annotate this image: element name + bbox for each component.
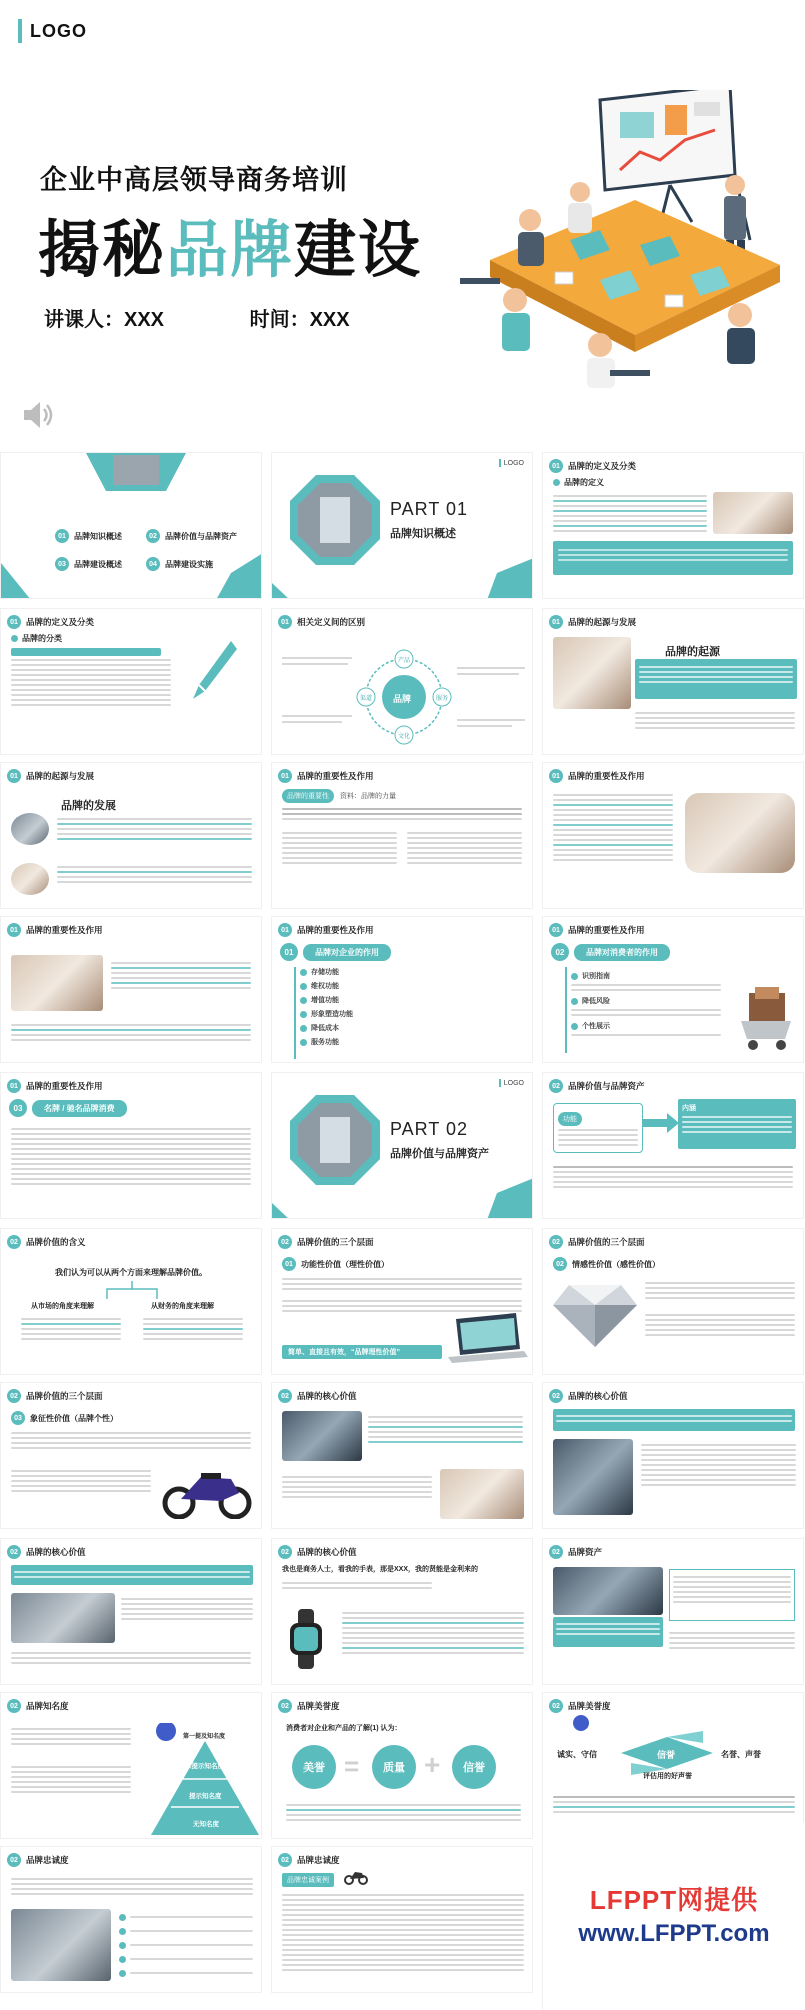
slide-classification	[0, 608, 262, 755]
pyramid-level: 第一提及知名度	[183, 1734, 226, 1740]
logo-text: LOGO	[30, 20, 87, 41]
slide-header	[549, 459, 636, 473]
slide-title: 品牌资产	[568, 1547, 603, 1557]
slide-title: 品牌的重要性及作用	[568, 771, 645, 781]
section-num: 02	[278, 1389, 292, 1403]
list-item: 服务功能	[311, 1039, 339, 1046]
slide-title: 品牌的重要性及作用	[297, 771, 374, 781]
group-photo	[11, 955, 103, 1011]
list-item: 存储功能	[311, 969, 339, 976]
section-num: 01	[549, 769, 563, 783]
slide-title: 品牌美誉度	[297, 1701, 340, 1711]
slide-header	[7, 923, 103, 937]
origin-box	[635, 659, 797, 699]
slide-header	[278, 615, 365, 629]
slide-header	[278, 923, 374, 937]
watch-icon	[286, 1609, 326, 1669]
pen-icon	[181, 637, 237, 707]
enterprise-list	[300, 967, 525, 1047]
watermark-line-1: LFPPT网提供	[589, 1885, 759, 1915]
part-decor-icon	[272, 1073, 533, 1219]
slide-header	[278, 1699, 340, 1713]
slide-title: 品牌忠诚度	[26, 1855, 69, 1865]
section-num: 01	[7, 923, 21, 937]
slide-header	[549, 615, 636, 629]
section-num: 01	[7, 1079, 21, 1093]
level-label: 功能性价值（理性价值）	[301, 1259, 389, 1269]
toc-item-num: 03	[55, 557, 69, 571]
core-quote: 我也是商务人士，看我的手表，那是XXX，我的贤能是金利来的	[282, 1566, 479, 1573]
bar-label: 品牌对企业的作用	[303, 944, 391, 961]
reputation-right: 名誉、声誉	[721, 1750, 761, 1759]
slide-header	[7, 615, 94, 629]
slide-core-value-3	[0, 1538, 262, 1685]
part-decor-icon	[272, 453, 533, 599]
slide-title: 品牌的重要性及作用	[568, 925, 645, 935]
slide-title: 品牌的起源与发展	[568, 617, 637, 627]
diagram-node-label: 文化	[398, 734, 411, 740]
slide-header	[549, 1389, 628, 1403]
cover-title-b: 品牌	[166, 216, 295, 285]
bullet-dot	[11, 635, 18, 642]
slide-title: 品牌的核心价值	[568, 1391, 628, 1401]
typing-photo	[553, 1439, 633, 1515]
office-photo	[11, 1909, 111, 1981]
slide-header	[7, 1853, 69, 1867]
slide-header	[549, 1079, 645, 1093]
pyramid-level: 未提示知名度	[185, 1763, 224, 1770]
section-num: 02	[7, 1545, 21, 1559]
watermark	[542, 1822, 805, 2010]
slide-header	[7, 1389, 103, 1403]
part-subtitle: 品牌价值与品牌资产	[390, 1148, 489, 1160]
typewriter-photo	[553, 1567, 663, 1615]
reputation-mid: 信誉	[657, 1750, 676, 1760]
list-item: 个性展示	[582, 1023, 610, 1030]
slide-header	[278, 769, 374, 783]
toc-item-3[interactable]	[55, 557, 122, 571]
slide-header	[7, 769, 94, 783]
bar-num: 03	[9, 1099, 27, 1117]
bar-num: 01	[280, 943, 298, 961]
pyramid-level: 无知名度	[193, 1821, 219, 1828]
diagram-node-label: 产品	[398, 658, 411, 664]
section-num: 01	[549, 923, 563, 937]
slide-reputation-2	[542, 1692, 804, 1839]
desk-photo	[713, 492, 793, 534]
slide-header	[549, 769, 645, 783]
reputation-headline: 消费者对企业和产品的了解(1) 认为：	[286, 1725, 402, 1732]
section-num: 02	[549, 1389, 563, 1403]
slide-core-value-4	[271, 1538, 533, 1685]
toc-item-label: 品牌建设概述	[74, 559, 122, 569]
slide-title: 品牌的起源与发展	[26, 771, 95, 781]
enterprise-bar	[280, 943, 391, 961]
speaker-text: 讲课人：XXX	[44, 309, 165, 331]
slide-header	[278, 1389, 357, 1403]
section-num: 01	[549, 615, 563, 629]
origin-heading: 品牌的起源	[665, 646, 720, 658]
slide-brand-assets	[542, 1538, 804, 1685]
slide-title: 品牌价值与品牌资产	[568, 1081, 645, 1091]
hands-photo	[11, 1593, 115, 1643]
cls-label: 品牌的分类	[22, 634, 62, 643]
toc-item-label: 品牌建设实施	[165, 559, 213, 569]
cover-subtitle: 企业中高层领导商务培训	[40, 165, 348, 195]
part-subtitle: 品牌知识概述	[390, 528, 456, 540]
slide-importance-1	[271, 762, 533, 909]
slide-header	[549, 1545, 602, 1559]
section-num: 01	[7, 615, 21, 629]
slide-value-assets	[542, 1072, 804, 1219]
slide-importance-consumer	[542, 916, 804, 1063]
market-view-label: 从市场的角度来理解	[31, 1303, 94, 1310]
slide-header	[7, 1545, 86, 1559]
slide-title: 品牌的重要性及作用	[26, 925, 103, 935]
reputation-bottom: 评估用的好声誉	[643, 1773, 692, 1780]
toc-item-4[interactable]	[146, 557, 213, 571]
slide-related-defs	[271, 608, 533, 755]
bar-label: 品牌对消费者的作用	[574, 944, 670, 961]
core-banner	[11, 1565, 253, 1585]
brand-consumption-bar	[9, 1099, 127, 1117]
importance-chip: 品牌的重要性	[282, 789, 334, 803]
slide-loyalty-1	[0, 1846, 262, 1993]
slide-header	[549, 1235, 645, 1249]
dev-photo-2	[11, 863, 49, 895]
cover-title-c: 建设	[294, 216, 423, 285]
list-item: 降低风险	[582, 998, 610, 1005]
slide-title: 品牌价值的三个层面	[26, 1391, 103, 1401]
slide-title: 品牌的核心价值	[297, 1547, 357, 1557]
assets-box	[553, 1617, 663, 1647]
slide-importance-4	[0, 1072, 262, 1219]
credit-circle: 信誉	[452, 1745, 496, 1789]
toc-item-num: 01	[55, 529, 69, 543]
slide-header	[278, 1853, 340, 1867]
toc-decor-icon	[1, 453, 262, 599]
finance-view-label: 从财务的角度来理解	[151, 1303, 214, 1310]
plus-icon: +	[424, 1749, 441, 1780]
value-left-label: 功能	[558, 1112, 582, 1126]
level-tag: 简单、直接且有效，“品牌理性价值”	[282, 1345, 442, 1359]
watermark-line-2[interactable]: www.LFPPT.com	[578, 1920, 770, 1947]
slide-body	[553, 477, 793, 592]
section-num: 02	[549, 1545, 563, 1559]
slide-importance-3	[0, 916, 262, 1063]
section-num: 02	[549, 1079, 563, 1093]
slide-header	[7, 1699, 69, 1713]
slide-development	[0, 762, 262, 909]
section-num: 01	[549, 459, 563, 473]
bar-num: 02	[551, 943, 569, 961]
value-left-box	[553, 1103, 643, 1153]
laptop-icon	[444, 1313, 528, 1363]
timeline-line	[294, 967, 296, 1059]
section-num: 02	[278, 1235, 292, 1249]
level-label: 象征性价值（品牌个性）	[30, 1413, 118, 1423]
bullet-dot	[553, 479, 560, 486]
section-num: 01	[278, 923, 292, 937]
importance-chip-row	[282, 789, 396, 803]
toc-item-2[interactable]	[146, 529, 237, 543]
dev-photo-1	[11, 813, 49, 845]
section-num: 02	[278, 1853, 292, 1867]
part-title: PART 02	[390, 1119, 469, 1139]
motorcycle-icon	[344, 1869, 368, 1885]
level-chip-row	[11, 1411, 118, 1425]
slide-value-levels-2	[542, 1228, 804, 1375]
cover-slide	[0, 0, 805, 450]
section-num: 02	[7, 1699, 21, 1713]
toc-item-num: 04	[146, 557, 160, 571]
level-num: 01	[282, 1257, 296, 1271]
list-item: 增值功能	[311, 997, 339, 1004]
bar-label: 名牌 / 驰名品牌消费	[32, 1100, 127, 1117]
level-num: 02	[553, 1257, 567, 1271]
meeting-illustration-icon	[460, 90, 795, 390]
logo	[18, 18, 87, 44]
logo-bar	[18, 19, 22, 43]
quality-circle: 质量	[372, 1745, 416, 1789]
level-chip-row	[553, 1257, 660, 1271]
slide-header	[278, 1235, 374, 1249]
diagram-node-label: 服务	[436, 696, 449, 702]
list-item: 维权功能	[311, 983, 339, 990]
slide-title: 品牌知名度	[26, 1701, 69, 1711]
slide-part-02	[271, 1072, 533, 1219]
list-item: 识别指南	[582, 973, 610, 980]
slide-reputation-1	[271, 1692, 533, 1839]
section-num: 01	[7, 769, 21, 783]
loyalty-chip-row	[282, 1873, 334, 1887]
motorcycle-icon	[161, 1463, 253, 1519]
slide-value-levels-3	[0, 1382, 262, 1529]
slide-header	[278, 1545, 357, 1559]
slide-loyalty-2	[271, 1846, 533, 1993]
time-text: 时间：XXX	[249, 309, 350, 331]
def-label: 品牌的定义	[564, 478, 604, 487]
section-num: 02	[278, 1545, 292, 1559]
slide-title: 品牌价值的三个层面	[568, 1237, 645, 1247]
slide-title: 品牌价值的含义	[26, 1237, 86, 1247]
loyalty-chip: 品牌忠诚案例	[282, 1873, 334, 1887]
slide-awareness	[0, 1692, 262, 1839]
slide-title: 品牌的重要性及作用	[26, 1081, 103, 1091]
value-right-box	[678, 1099, 796, 1149]
arrow-icon	[643, 1113, 679, 1133]
section-num: 02	[278, 1699, 292, 1713]
slide-title: 品牌的核心价值	[26, 1547, 86, 1557]
laptop-photo	[282, 1411, 362, 1461]
part-title: PART 01	[390, 499, 469, 519]
slide-value-meaning	[0, 1228, 262, 1375]
slide-title: 品牌忠诚度	[297, 1855, 340, 1865]
slide-title: 品牌的重要性及作用	[297, 925, 374, 935]
meeting-photo	[685, 793, 795, 873]
section-num: 02	[7, 1389, 21, 1403]
value-right-label: 内涵	[682, 1105, 696, 1112]
slide-importance-2	[542, 762, 804, 909]
reputation-left: 诚实、守信	[557, 1750, 597, 1759]
assets-note	[669, 1569, 795, 1621]
diagram-center-label: 品牌	[393, 694, 412, 704]
slide-header	[7, 1079, 103, 1093]
slide-header	[549, 1699, 611, 1713]
toc-item-num: 02	[146, 529, 160, 543]
cls-bar	[11, 648, 161, 656]
slide-title: 品牌美誉度	[568, 1701, 611, 1711]
slide-title: 品牌的核心价值	[297, 1391, 357, 1401]
development-heading: 品牌的发展	[61, 800, 116, 812]
def-highlight-box	[553, 541, 793, 575]
section-num: 01	[278, 615, 292, 629]
list-item: 降低成本	[311, 1025, 339, 1032]
slide-title: 品牌的定义及分类	[568, 461, 637, 471]
speaker-icon[interactable]	[18, 395, 58, 435]
handshake-photo	[440, 1469, 524, 1519]
diamond-icon	[553, 1277, 637, 1347]
consumer-bar	[551, 943, 670, 961]
slide-title: 相关定义间的区别	[297, 617, 366, 627]
slide-logo-text: LOGO	[503, 1079, 524, 1087]
section-num: 02	[549, 1235, 563, 1249]
slide-definition	[542, 452, 804, 599]
timeline-line	[565, 967, 567, 1053]
slide-part-01	[271, 452, 533, 599]
list-item: 形象塑造功能	[311, 1011, 353, 1018]
pyramid-level: 提示知名度	[189, 1793, 222, 1800]
def-label-row	[553, 477, 793, 488]
slide-title: 品牌价值的三个层面	[297, 1237, 374, 1247]
cover-title-a: 揭秘	[38, 216, 167, 285]
level-chip-row	[282, 1257, 389, 1271]
slide-core-value-2	[542, 1382, 804, 1529]
split-arrows-icon	[95, 1281, 169, 1299]
equals-icon: =	[344, 1751, 360, 1781]
importance-tag: 资料：品牌的力量	[340, 793, 396, 800]
cover-title	[38, 200, 422, 289]
slide-header	[549, 923, 645, 937]
toc-item-1[interactable]	[55, 529, 122, 543]
value-headline: 我们认为可以从两个方面来理解品牌价值。	[55, 1268, 207, 1277]
cover-meta	[44, 303, 430, 332]
consumer-list	[571, 971, 721, 1039]
slide-logo-text: LOGO	[503, 459, 524, 467]
loyalty-list	[119, 1913, 253, 1977]
toc-item-label: 品牌价值与品牌资产	[165, 531, 237, 541]
section-num: 02	[7, 1235, 21, 1249]
core-banner	[553, 1409, 795, 1431]
slide-toc	[0, 452, 262, 599]
toc-item-label: 品牌知识概述	[74, 531, 122, 541]
slide-core-value-1	[271, 1382, 533, 1529]
team-photo	[553, 637, 631, 709]
level-num: 03	[11, 1411, 25, 1425]
slide-value-levels-1	[271, 1228, 533, 1375]
slide-origin	[542, 608, 804, 755]
slide-header	[7, 1235, 86, 1249]
section-num: 02	[7, 1853, 21, 1867]
section-num: 02	[549, 1699, 563, 1713]
diagram-node-label: 渠道	[360, 696, 373, 702]
section-num: 01	[278, 769, 292, 783]
slide-importance-enterprise	[271, 916, 533, 1063]
level-label: 情感性价值（感性价值）	[572, 1259, 660, 1269]
shopping-cart-icon	[735, 987, 797, 1053]
reputation-circle: 美誉	[292, 1745, 336, 1789]
slide-title: 品牌的定义及分类	[26, 617, 95, 627]
